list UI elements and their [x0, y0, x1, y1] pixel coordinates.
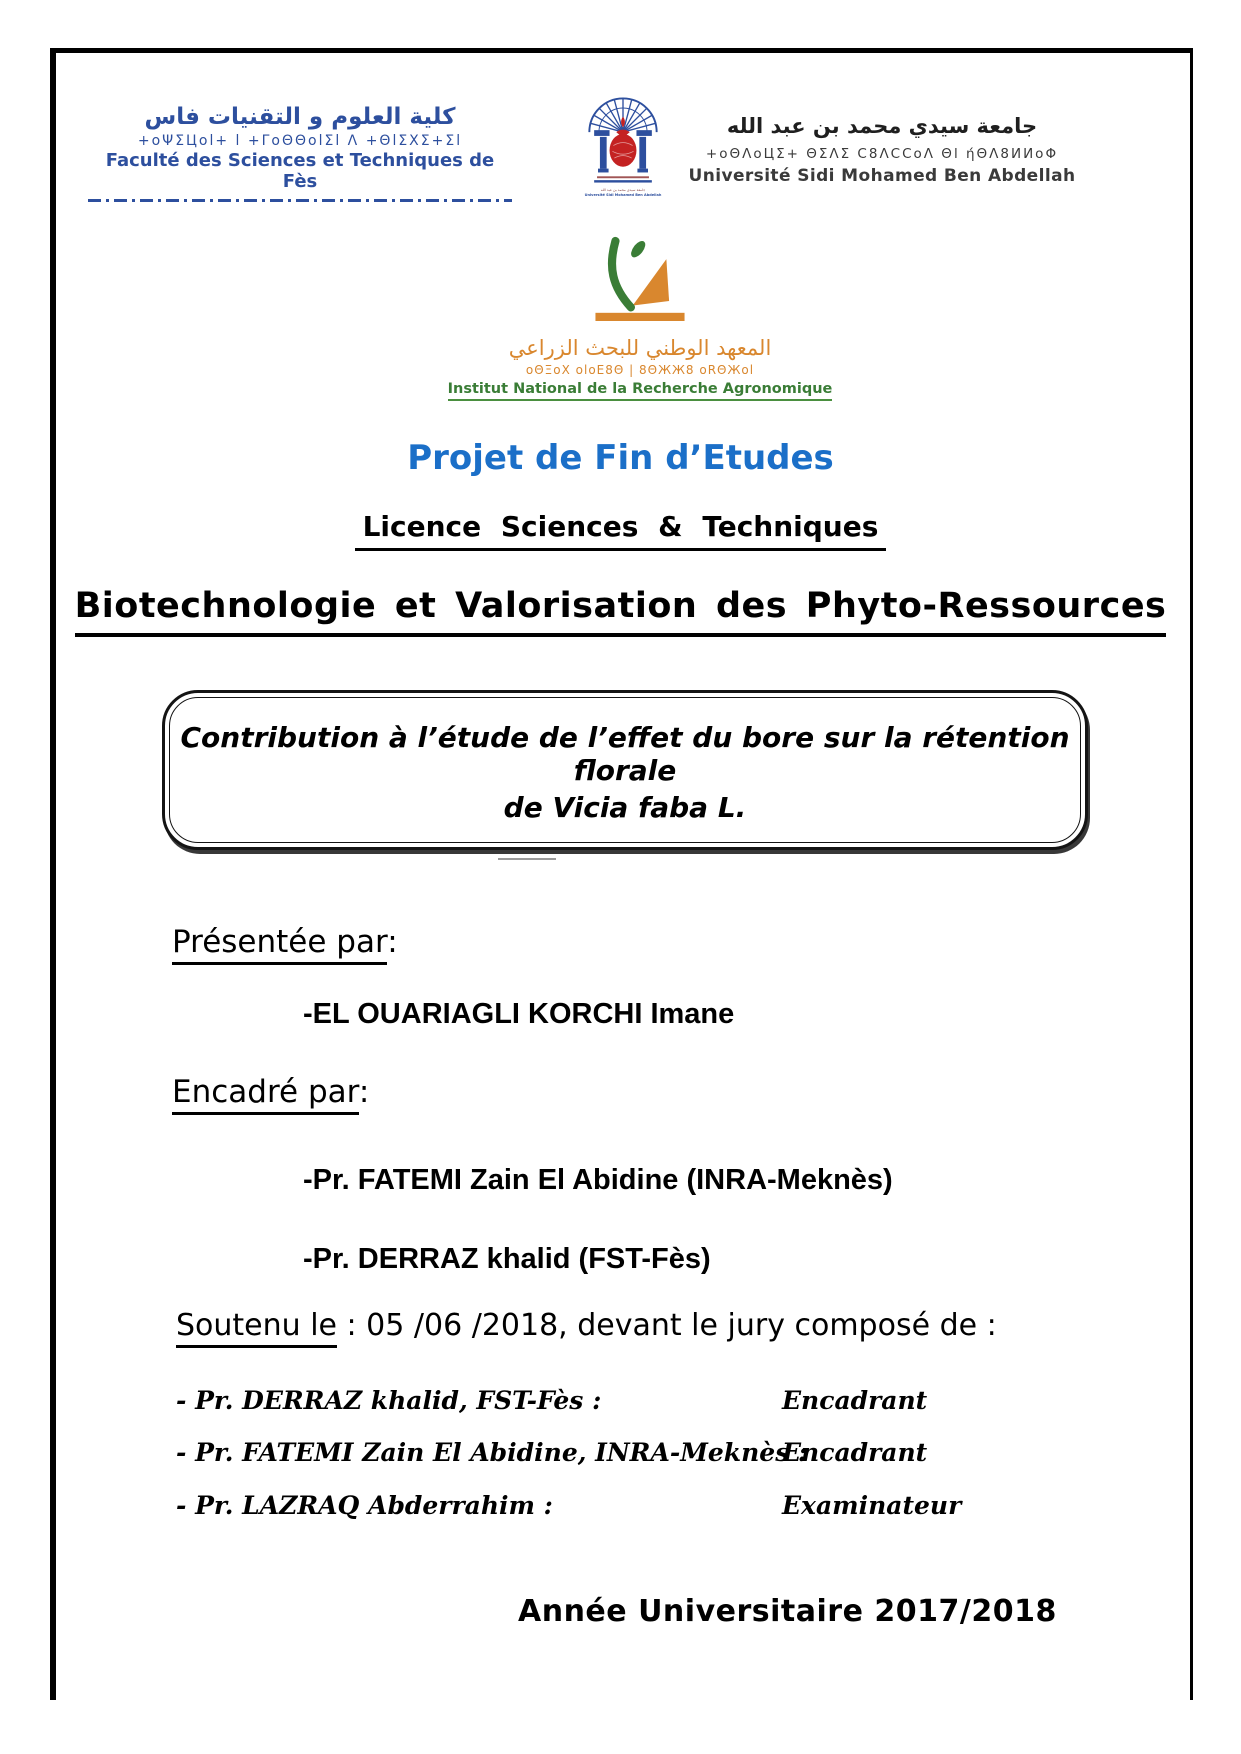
inra-logo-block — [390, 234, 890, 401]
emblem-caption-french: Université Sidi Mohamed Ben Abdellah — [584, 192, 662, 197]
inra-arabic-title: المعهد الوطني للبحث الزراعي — [508, 336, 772, 360]
inra-french-title: Institut National de la Recherche Agronomique — [448, 381, 833, 401]
jury-member-role: Examinateur — [782, 1491, 962, 1520]
academic-year: Année Universitaire 2017/2018 — [518, 1594, 1057, 1629]
fst-header-block — [88, 104, 512, 202]
subject-box — [162, 690, 1088, 850]
degree-row — [0, 510, 1241, 551]
box-notch-line — [498, 858, 556, 860]
specialty-row — [0, 586, 1241, 637]
supervised-by-label — [172, 1074, 369, 1110]
presented-by-label-text: Présentée par — [172, 924, 387, 965]
supervised-by-label-text: Encadré par — [172, 1074, 359, 1115]
presented-by-label — [172, 924, 398, 960]
defense-details: : 05 /06 /2018, devant le jury composé de : — [337, 1308, 997, 1343]
jury-member-role: Encadrant — [782, 1386, 928, 1415]
defense-label: Soutenu le — [176, 1308, 337, 1348]
usmba-french-title: Université Sidi Mohamed Ben Abdellah — [688, 166, 1076, 186]
inra-tifinagh-title: oΘΞoX oloΕ8Θ | 8ΘЖЖ8 oRΘЖol — [525, 363, 755, 377]
defense-line — [176, 1308, 997, 1343]
supervised-by-colon: : — [358, 1074, 370, 1110]
usmba-tifinagh-title: +oΘΛoЦΣ+ ΘΣΛΣ C8ΛCCoΛ Θl ήΘΛ8ИИoΦ — [705, 146, 1059, 162]
fst-french-title: Faculté des Sciences et Techniques de Fès — [105, 150, 495, 192]
inra-logo-icon — [590, 234, 690, 328]
supervisor-1: -Pr. FATEMI Zain El Abidine (INRA-Meknès) — [303, 1164, 893, 1196]
project-title: Projet de Fin d’Etudes — [407, 438, 834, 478]
fst-arabic-title: كلية العلوم و التقنيات فاس — [144, 104, 456, 130]
jury-member-role: Encadrant — [782, 1438, 928, 1467]
degree-title: Licence Sciences & Techniques — [355, 510, 887, 551]
presented-by-colon: : — [387, 924, 398, 960]
jury-member-name: - Pr. DERRAZ khalid, FST-Fès : — [176, 1386, 602, 1415]
specialty-title: Biotechnologie et Valorisation des Phyto-Ressources — [75, 586, 1167, 637]
jury-member-name: - Pr. FATEMI Zain El Abidine, INRA-Meknès : — [176, 1438, 808, 1467]
emblem-caption-arabic: جامعة سيدي محمد بن عبد الله — [600, 188, 646, 192]
subject-line-2: de Vicia faba L. — [503, 791, 747, 824]
fst-tifinagh-title: +oΨΣЦol+ l +ΓoΘΘolΣl Λ +ΘlΣXΣ+Σl — [137, 133, 463, 149]
usmba-arabic-title: جامعة سيدي محمد بن عبد الله — [726, 114, 1038, 138]
supervisor-2: -Pr. DERRAZ khalid (FST-Fès) — [303, 1243, 711, 1275]
usmba-header-block — [642, 114, 1122, 186]
subject-line-1: Contribution à l’étude de l’effet du bore sur la rétention florale — [180, 721, 1070, 787]
fst-dash-divider — [88, 199, 512, 202]
jury-member-name: - Pr. LAZRAQ Abderrahim : — [176, 1491, 553, 1520]
student-name: -EL OUARIAGLI KORCHI Imane — [303, 998, 735, 1030]
